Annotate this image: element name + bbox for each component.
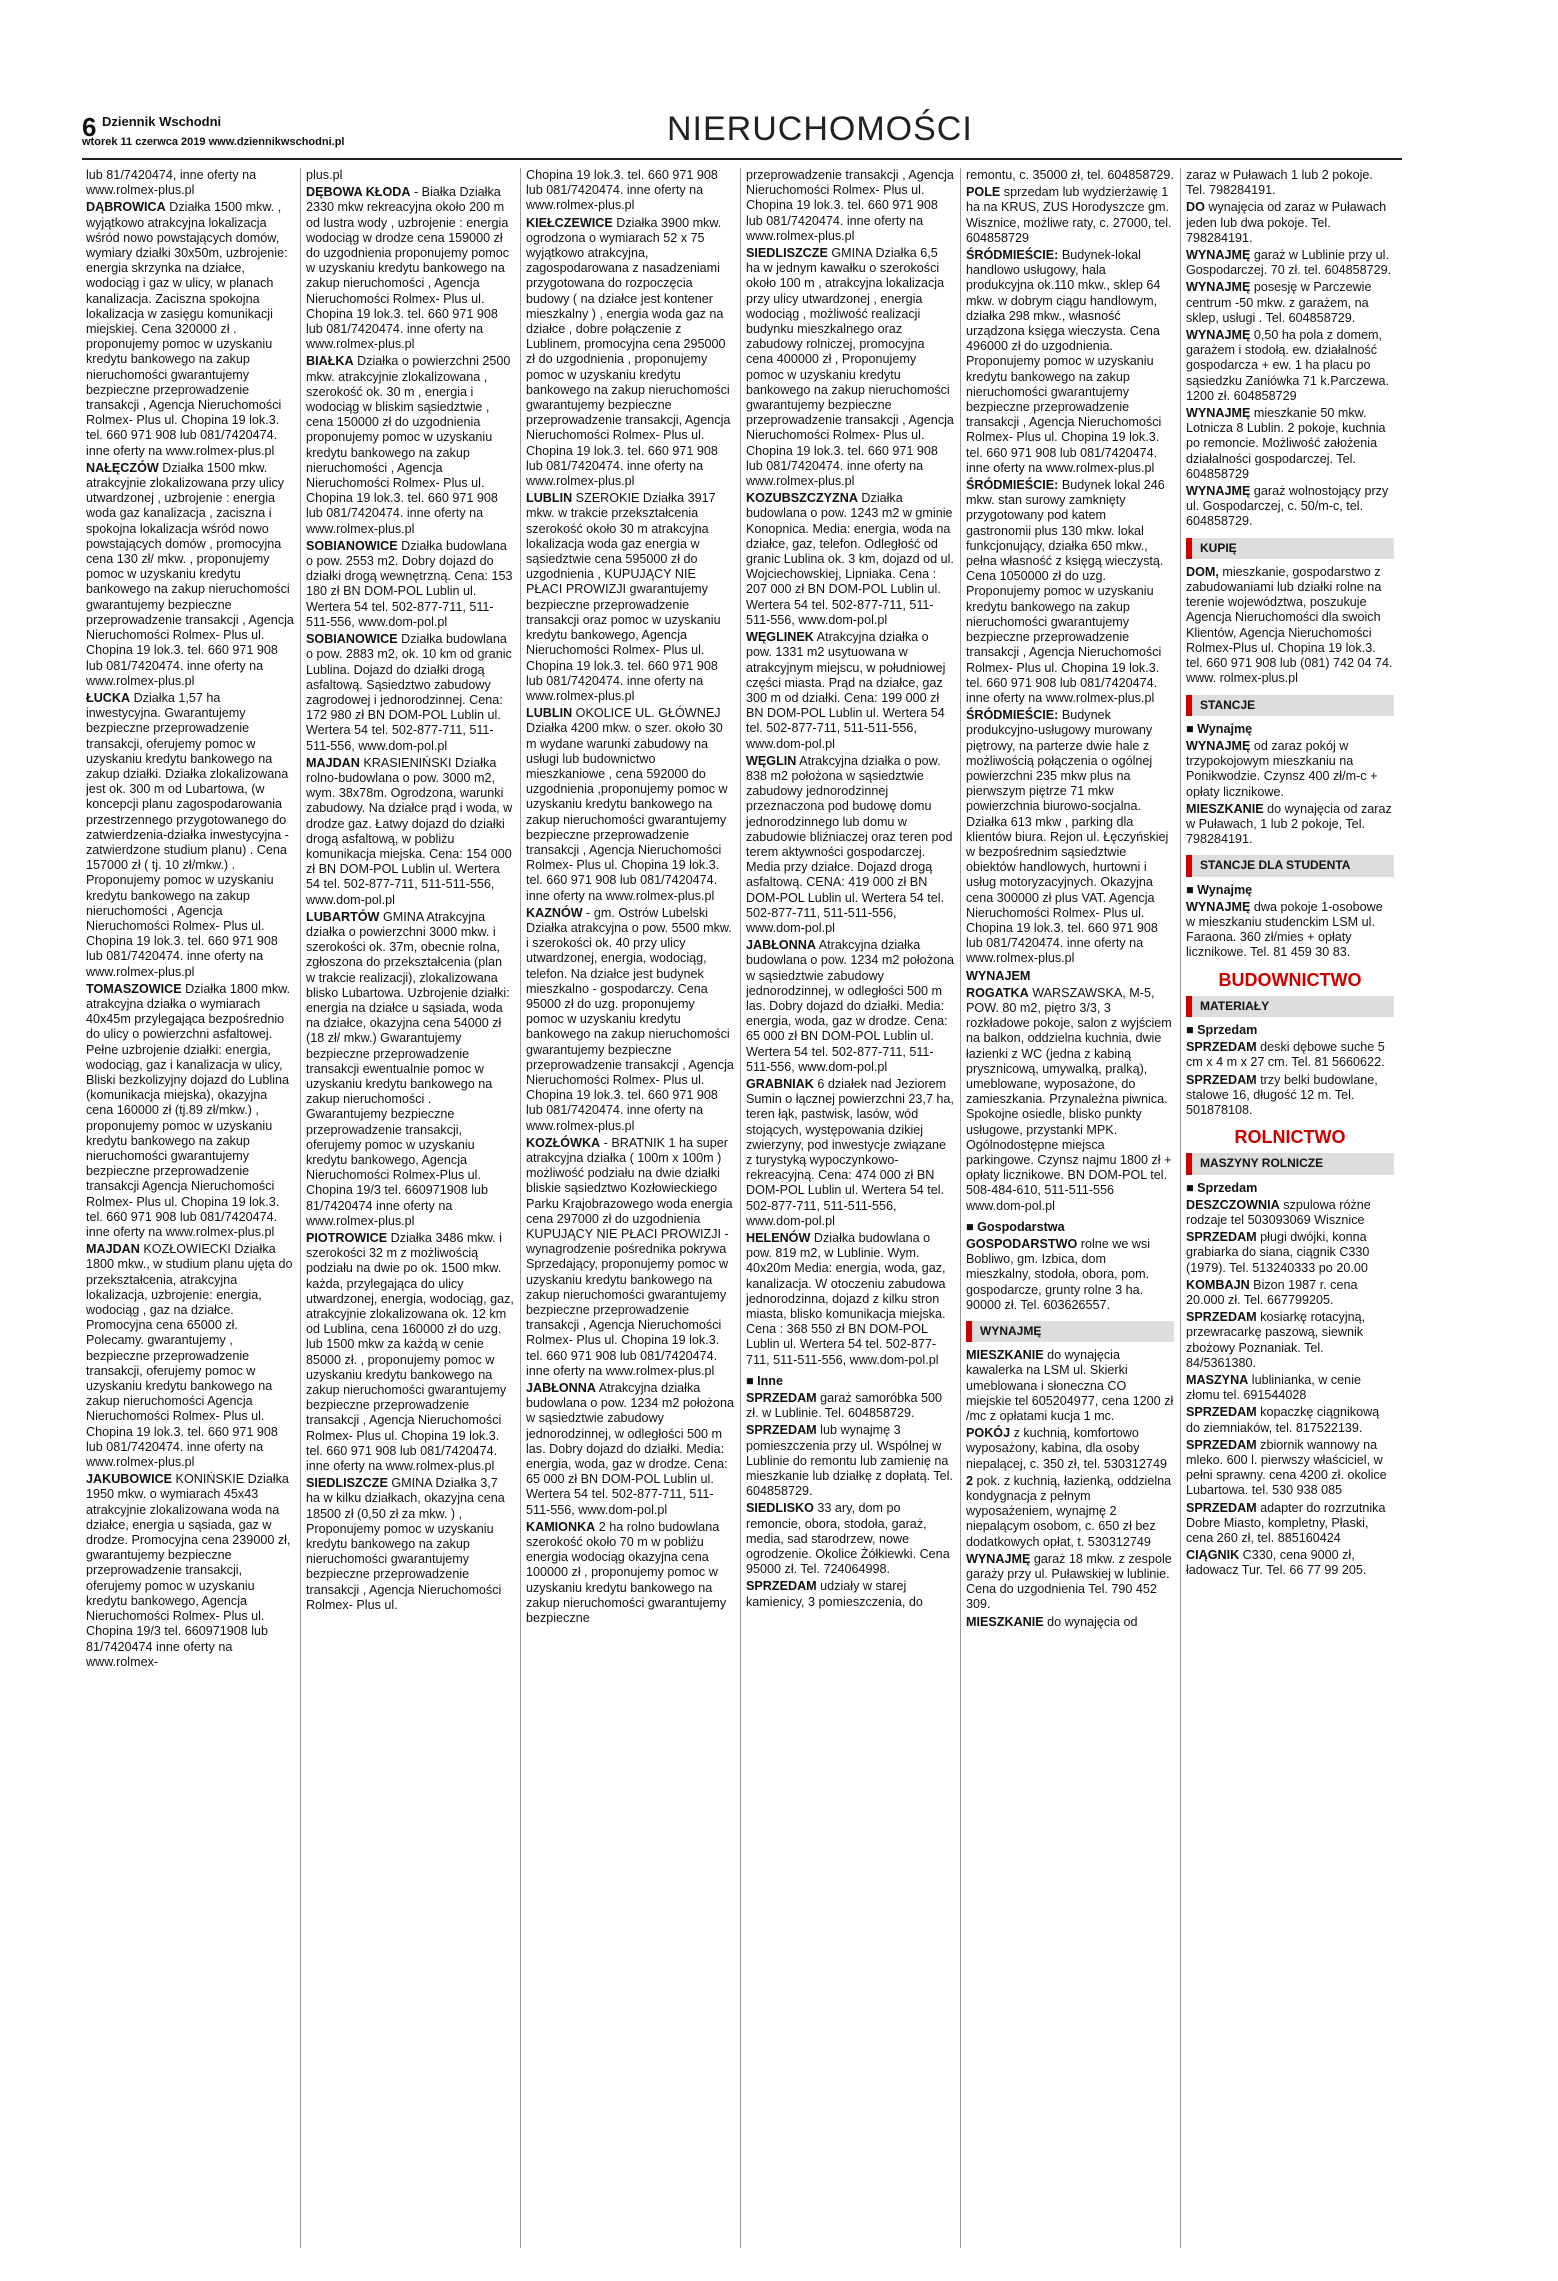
ad-keyword: KOZŁÓWKA [526, 1135, 601, 1150]
classified-ad: przeprowadzenie transakcji , Agencja Nieruchomości Rolmex- Plus ul. Chopina 19 lok.3. tel. 660 971 908 lub 081/7420474. inne oferty na www.rolmex-plus.pl [746, 168, 954, 243]
page-number: 6 [82, 112, 97, 142]
ad-keyword: HELENÓW [746, 1231, 811, 1246]
ad-keyword: SIEDLISKO [746, 1501, 814, 1516]
column-rule [1180, 168, 1181, 2248]
classified-ad: WYNAJMĘ garaż w Lublinie przy ul. Gospodarczej. 70 zł. tel. 604858729. [1186, 248, 1392, 278]
classified-ad: ŚRÓDMIEŚCIE: Budynek produkcyjno-usługowy murowany piętrowy, na parterze dwie hale z możliwością połączenia o ogólnej powierzchni 235 mkw plus na pierwszym piętrze 71 mkw powierzchnia biurowo-socjalna. Działka 613 mkw , parking dla klientów biura. Rejon ul. Łęczyńskiej w bezpośrednim sąsiedztwie obiektów handlowych, hurtowni i usług motoryzacyjnych. Okazyjna cena 300000 zł plus VAT. Agencja Nieruchomości Rolmex- Plus ul. Chopina 19 lok.3. tel. 660 971 908 lub 081/7420474. inne oferty na www.rolmex-plus.pl [966, 708, 1169, 966]
classified-ad: BIAŁKA Działka o powierzchni 2500 mkw. atrakcyjnie zlokalizowana , szerokość ok. 30 m , energia i wodociąg w bliskim sąsiedztwie , cena 150000 zł do uzgodnienia proponujemy pomoc w uzyskaniu kredytu bankowego na zakup nieruchomości , Agencja Nieruchomości Rolmex- Plus ul. Chopina 19 lok.3. tel. 660 971 908 lub 081/7420474. inne oferty na www.rolmex-plus.pl [306, 354, 511, 536]
classified-ad: SPRZEDAM deski dębowe suche 5 cm x 4 m x 27 cm. Tel. 81 5660622. [1186, 1040, 1385, 1070]
ad-keyword: DO [1186, 200, 1205, 215]
ad-keyword: SPRZEDAM [1186, 1500, 1257, 1515]
classified-ad: Chopina 19 lok.3. tel. 660 971 908 lub 081/7420474. inne oferty na www.rolmex-plus.pl [526, 168, 718, 213]
ad-keyword: 2 [966, 1473, 974, 1488]
column-4 [746, 168, 954, 2248]
ad-keyword: SPRZEDAM [1186, 1040, 1257, 1055]
classified-ad: KOZUBSZCZYZNA Działka budowlana o pow. 1243 m2 w gminie Konopnica. Media: energia, woda na działce, gaz, telefon. Odległość od granic Lublina ok. 3 km, dojazd od ul. Wojciechowskiej, Lipniaka. Cena : 207 000 zł BN DOM-POL Lublin ul. Wertera 54 tel. 502-877-711, 511-511-556, www.dom-pol.pl [746, 491, 954, 627]
ad-keyword: SPRZEDAM [1186, 1310, 1257, 1325]
ad-keyword: ŁUCKA [86, 690, 131, 705]
classified-ad: SPRZEDAM kosiarkę rotacyjną, przewracarkę paszową, siewnik zbożowy Poznaniak. Tel. 84/5361380. [1186, 1310, 1366, 1370]
ad-keyword: LUBLIN [526, 706, 573, 721]
ad-keyword: MIESZKANIE [966, 1348, 1044, 1363]
ad-keyword: GRABNIAK [746, 1076, 814, 1091]
classified-ad: LUBLIN OKOLICE UL. GŁÓWNEJ Działka 4200 mkw. o szer. około 30 m wydane warunki zabudowy na usługi lub budownictwo mieszkaniowe , cena 592000 do uzgodnienia ,proponujemy pomoc w uzyskaniu kredytu bankowego na zakup nieruchomości gwarantujemy bezpieczne przeprowadzenie transakcji , Agencja Nieruchomości Rolmex- Plus ul. Chopina 19 lok.3. tel. 660 971 908 lub 081/7420474. inne oferty na www.rolmex-plus.pl [526, 706, 728, 903]
classified-ad: MIESZKANIE do wynajęcia kawalerka na LSM ul. Skierki umeblowana i słoneczna CO miejskie tel 605204977, cena 1200 zł /mc z opłatami kucja 1 mc. [966, 1348, 1174, 1424]
ad-keyword: SPRZEDAM [1186, 1405, 1257, 1420]
category-header: STANCJE DLA STUDENTA [1186, 855, 1394, 876]
classified-ad: SIEDLISZCZE GMINA Działka 3,7 ha w kilku działkach, okazyjna cena 18500 zł (0,50 zł za mkw. ) , Proponujemy pomoc w uzyskaniu kredytu bankowego na zakup nieruchomości gwarantujemy bezpieczne przeprowadzenie transakcji , Agencja Nieruchomości Rolmex- Plus ul. [306, 1476, 505, 1612]
classified-ad: KAZNÓW - gm. Ostrów Lubelski Działka atrakcyjna o pow. 5500 mkw. i szerokości ok. 40 przy ulicy utwardzonej, energia, wodociąg, telefon. Na działce jest budynek mieszkalno - gospodarczy. Cena 95000 zł do uzg. proponujemy pomoc w uzyskaniu kredytu bankowego na zakup nieruchomości gwarantujemy bezpieczne przeprowadzenie transakcji , Agencja Nieruchomości Rolmex- Plus ul. Chopina 19 lok.3. tel. 660 971 908 lub 081/7420474. inne oferty na www.rolmex-plus.pl [526, 905, 734, 1133]
ad-keyword: KAMIONKA [526, 1519, 596, 1534]
ad-keyword: SPRZEDAM [1186, 1437, 1257, 1452]
ad-keyword: SIEDLISZCZE [306, 1476, 388, 1491]
classified-ad: WĘGLIN Atrakcyjna działka o pow. 838 m2 położona w sąsiedztwie zabudowy jednorodzinnej przeznaczona pod budowę domu jednorodzinnego lub domu w zabudowie bliźniaczej oraz teren pod terem aktywności gospodarczej. Media przy działce. Dojazd drogą asfaltową. CENA: 419 000 zł BN DOM-POL Lublin ul. Wertera 54 tel. 502-877-711, 511-511-556, www.dom-pol.pl [746, 753, 953, 935]
classified-ad: POKÓJ z kuchnią, komfortowo wyposażony, kabina, dla osoby niepalącej, c. 350 zł, tel. 530312749 [966, 1426, 1167, 1471]
classified-ad: SIEDLISKO 33 ary, dom po remoncie, obora, stodoła, garaż, media, sad starodrzew, nowe ogrodzenie. Okolice Żółkiewki. Cena 95000 zł. Tel. 724064998. [746, 1501, 950, 1577]
classified-ad: WYNAJMĘ mieszkanie 50 mkw. Lotnicza 8 Lublin. 2 pokoje, kuchnia po remoncie. Możliwość założenia działalności gospodarczej. Tel. 604858729 [1186, 406, 1386, 481]
ad-keyword: MAJDAN [306, 755, 360, 770]
classified-ad: DO wynajęcia od zaraz w Puławach jeden lub dwa pokoje. Tel. 798284191. [1186, 200, 1387, 245]
column-6 [1186, 168, 1394, 2248]
classified-ad: CIĄGNIK C330, cena 9000 zł, ładowacz Tur. Tel. 66 77 99 205. [1186, 1548, 1367, 1578]
subcategory-header: ■ Gospodarstwa [966, 1219, 1065, 1234]
classified-ad: WYNAJMĘ od zaraz pokój w trzypokojowym mieszkaniu na Ponikwodzie. Czynsz 400 zł/m-c + opłaty licznikowe. [1186, 738, 1378, 799]
classified-ad: WĘGLINEK Atrakcyjna działka o pow. 1331 m2 usytuowana w atrakcyjnym miejscu, w południowej części miasta. Prąd na działce, gaz 300 m od działki. Cena: 199 000 zł BN DOM-POL Lublin ul. Wertera 54 tel. 502-877-711, 511-511-556, www.dom-pol.pl [746, 630, 946, 751]
classified-ad: HELENÓW Działka budowlana o pow. 819 m2, w Lublinie. Wym. 40x20m Media: energia, woda, gaz, kanalizacja. W otoczeniu zabudowa jednorodzinna, dojazd z kilku stron miasta, blisko komunikacja miejska. Cena : 368 550 zł BN DOM-POL Lublin ul. Wertera 54 tel. 502-877-711, 511-511-556, www.dom-pol.pl [746, 1231, 946, 1367]
classified-ad: LUBARTÓW GMINA Atrakcyjna działka o powierzchni 3000 mkw. i szerokości ok. 37m, obecnie rolna, zgłoszona do przekształcenia (plan w trakcie realizacji), zlokalizowana blisko Lubartowa. Uzbrojenie działki: energia na działce u sąsiada, woda na działce, okazyjna cena 54000 zł (18 zł/ mkw.) Gwarantujemy bezpieczne przeprowadzenie transakcji ewentualnie pomoc w uzyskaniu kredytu bankowego na zakup nieruchomości . Gwarantujemy bezpieczne przeprowadzenie transakcji, oferujemy pomoc w uzyskaniu kredytu bankowego, Agencja Nieruchomości Rolmex-Plus ul. Chopina 19/3 tel. 660971908 lub 81/7420474 inne oferty na www.rolmex-plus.pl [306, 909, 510, 1228]
classified-ad: MAJDAN KRASIENIŃSKI Działka rolno-budowlana o pow. 3000 m2, wym. 38x78m. Ogrodzona, warunki zabudowy. Na działce prąd i woda, w drodze gaz. Łatwy dojazd do działki drogą asfaltową, w pobliżu komunikacja miejska. Cena: 154 000 zł BN DOM-POL Lublin ul. Wertera 54 tel. 502-877-711, 511-511-556, www.dom-pol.pl [306, 755, 513, 907]
ad-keyword: KOZUBSZCZYZNA [746, 491, 858, 506]
ad-keyword: DESZCZOWNIA [1186, 1197, 1280, 1212]
classified-ad: 2 pok. z kuchnią, łazienką, oddzielna kondygnacja z pełnym wyposażeniem, wynajmę 2 niepalącym osobom, c. 650 zł bez dodatkowych opłat, t. 530312749 [966, 1473, 1172, 1549]
ad-keyword: JABŁONNA [746, 938, 816, 953]
subcategory-header: ■ Inne [746, 1373, 783, 1388]
classified-ad: MIESZKANIE do wynajęcia od zaraz w Puławach, 1 lub 2 pokoje, Tel. 798284191. [1186, 801, 1392, 847]
classified-ad: POLE sprzedam lub wydzierżawię 1 ha na KRUS, ZUS Horodyszcze gm. Wisznice, możliwe raty, c. 27000, tel. 604858729 [966, 185, 1172, 245]
ad-keyword: LUBARTÓW [306, 909, 380, 924]
brand: Dziennik Wschodni [102, 114, 222, 129]
category-header: STANCJE [1186, 695, 1394, 716]
classified-ad: WYNAJMĘ garaż wolnostojący przy ul. Gospodarczej, c. 50/m-c, tel. 604858729. [1186, 484, 1389, 529]
ad-keyword: WYNAJMĘ [1186, 484, 1251, 499]
classified-ad: PIOTROWICE Działka 3486 mkw. i szerokości 32 m z możliwością podziału na dwie po ok. 1500 mkw. każda, przylegająca do ulicy utwardzonej, energia, wodociąg, gaz, atrakcyjnie zlokalizowana ok. 12 km od Lublina, cena 160000 zł do uzg. lub 1500 mkw za każdą w cenie 85000 zł. , proponujemy pomoc w uzyskaniu kredytu bankowego na zakup nieruchomości gwarantujemy bezpieczne przeprowadzenie transakcji , Agencja Nieruchomości Rolmex- Plus ul. Chopina 19 lok.3. tel. 660 971 908 lub 081/7420474. inne oferty na www.rolmex-plus.pl [306, 1231, 514, 1474]
masthead [82, 110, 1402, 156]
ad-keyword: ROGATKA [966, 985, 1029, 1000]
classified-ad: DĄBROWICA Działka 1500 mkw. , wyjątkowo atrakcyjna lokalizacja wśród nowo powstających domów, wymiary działki 30x50m, uzbrojenie: energia skrzynka na działce, wodociąg i gaz w ulicy, w planach kanalizacja. Zaciszna spokojna lokalizacja w zasięgu komunikacji miejskiej. Cena 320000 zł . proponujemy pomoc w uzyskaniu kredytu bankowego na zakup nieruchomości gwarantujemy bezpieczne przeprowadzenie transakcji , Agencja Nieruchomości Rolmex- Plus ul. Chopina 19 lok.3. tel. 660 971 908 lub 081/7420474. inne oferty na www.rolmex-plus.pl [86, 200, 288, 458]
classified-ad: JAKUBOWICE KONIŃSKIE Działka 1950 mkw. o wymiarach 45x43 atrakcyjnie zlokalizowana woda na działce, energia u sąsiada, gaz w drodze. Promocyjna cena 239000 zł, gwarantujemy bezpieczne przeprowadzenie transakcji, oferujemy pomoc w uzyskaniu kredytu bankowego, Agencja Nieruchomości Rolmex- Plus ul. Chopina 19/3 tel. 660971908 lub 81/7420474 inne oferty na www.rolmex- [86, 1472, 291, 1669]
section-header: BUDOWNICTWO [1218, 969, 1362, 990]
ad-keyword: SPRZEDAM [746, 1423, 817, 1438]
column-rule [960, 168, 961, 2248]
ad-keyword: GOSPODARSTWO [966, 1237, 1078, 1252]
column-1 [86, 168, 294, 2248]
header-rule [82, 158, 1402, 160]
classified-ad: TOMASZOWICE Działka 1800 mkw. atrakcyjna działka o wymiarach 40x45m przylegająca bezpośrednio do ulicy o powierzchni asfaltowej. Pełne uzbrojenie działki: energia, wodociąg, gaz i kanalizacja w ulicy, Bliski bezkolizyjny dojazd do Lublina (komunikacja miejska), okazyjna cena 160000 zł (tj.89 zł/mkw.) , proponujemy pomoc w uzyskaniu kredytu bankowego na zakup nieruchomości gwarantujemy bezpieczne przeprowadzenie transakcji Agencja Nieruchomości Rolmex- Plus ul. Chopina 19 lok.3. tel. 660 971 908 lub 081/7420474. inne oferty na www.rolmex-plus.pl [86, 981, 291, 1240]
ad-keyword: TOMASZOWICE [86, 981, 182, 996]
ad-keyword: POLE [966, 185, 1001, 200]
classified-ad: LUBLIN SZEROKIE Działka 3917 mkw. w trakcie przekształcenia szerokość około 30 m atrakcyjna lokalizacja woda gaz energia w sąsiedztwie cena 595000 zł do uzgodnienia , KUPUJĄCY NIE PŁACI PROWIZJI gwarantujemy bezpieczne przeprowadzenie transakcji oraz pomoc w uzyskaniu kredytu bankowego, Agencja Nieruchomości Rolmex- Plus ul. Chopina 19 lok.3. tel. 660 971 908 lub 081/7420474. inne oferty na www.rolmex-plus.pl [526, 491, 721, 703]
ad-keyword: SPRZEDAM [1186, 1072, 1257, 1087]
classified-ad: SPRZEDAM zbiornik wannowy na mleko. 600 l. pierwszy właściciel, w pełni sprawny. cena 4200 zł. okolice Lubartowa. tel. 530 938 085 [1186, 1437, 1387, 1498]
ad-keyword: CIĄGNIK [1186, 1548, 1240, 1563]
ad-keyword: JABŁONNA [526, 1381, 596, 1396]
category-header: MASZYNY ROLNICZE [1186, 1153, 1394, 1174]
ad-keyword: SPRZEDAM [746, 1579, 817, 1594]
classified-ad: MAJDAN KOZŁOWIECKI Działka 1800 mkw., w studium planu ujęta do przekształcenia, atrakcyjna lokalizacja, uzbrojenie: energia, wodociąg , gaz na działce. Promocyjna cena 65000 zł. Polecamy. gwarantujemy , bezpieczne przeprowadzenie transakcji, oferujemy pomoc w uzyskaniu kredytu bankowego na zakup nieruchomości Agencja Nieruchomości Rolmex- Plus ul. Chopina 19 lok.3. tel. 660 971 908 lub 081/7420474. inne oferty na www.rolmex-plus.pl [86, 1242, 293, 1470]
classified-ad: lub 81/7420474, inne oferty na www.rolmex-plus.pl [86, 168, 257, 198]
ad-keyword: LUBLIN [526, 491, 573, 506]
classified-ad: SPRZEDAM udziały w starej kamienicy, 3 pomieszczenia, do [746, 1579, 923, 1609]
classified-ad: JABŁONNA Atrakcyjna działka budowlana o pow. 1234 m2 położona w sąsiedztwie zabudowy jednorodzinnej, w odległości 500 m las. Dobry dojazd do działki. Media: energia, woda, gaz w drodze. Cena: 65 000 zł BN DOM-POL Lublin ul. Wertera 54 tel. 502-877-711, 511-511-556, www.dom-pol.pl [526, 1381, 734, 1517]
classified-ad: GOSPODARSTWO rolne we wsi Bobliwo, gm. Izbica, dom mieszkalny, stodoła, obora, pom. gospodarcze, grunty rolne 3 ha. 90000 zł. Tel. 603626557. [966, 1237, 1151, 1312]
classified-ad: SOBIANOWICE Działka budowlana o pow. 2883 m2, ok. 10 km od granic Lublina. Dojazd do działki drogą asfaltową. Sąsiedztwo zabudowy zagrodowej i jednorodzinnej. Cena: 172 980 zł BN DOM-POL Lublin ul. Wertera 54 tel. 502-877-711, 511-511-556, www.dom-pol.pl [306, 632, 512, 753]
ad-keyword: SOBIANOWICE [306, 632, 398, 647]
ad-keyword: WYNAJMĘ [1186, 248, 1251, 263]
ad-keyword: WĘGLINEK [746, 630, 814, 645]
classified-ad: SOBIANOWICE Działka budowlana o pow. 2553 m2. Dobry dojazd do działki drogą wewnętrzną. Cena: 153 180 zł BN DOM-POL Lublin ul. Wertera 54 tel. 502-877-711, 511-511-556, www.dom-pol.pl [306, 538, 513, 629]
ad-keyword: WYNAJMĘ [1186, 899, 1251, 914]
category-header: KUPIĘ [1186, 538, 1394, 559]
column-rule [520, 168, 521, 2248]
ad-keyword: SPRZEDAM [746, 1391, 817, 1406]
ad-keyword: KAZNÓW [526, 905, 583, 920]
classified-ad: SPRZEDAM trzy belki budowlane, stalowe 16, długość 12 m. Tel. 501878108. [1186, 1072, 1378, 1117]
classified-ad: SIEDLISZCZE GMINA Działka 6,5 ha w jednym kawałku o szerokości około 100 m , atrakcyjna lokalizacja przy ulicy utwardzonej , energia wodociąg , możliwość realizacji budynku mieszkalnego oraz zabudowy rolniczej, promocyjna cena 400000 zł , Proponujemy pomoc w uzyskaniu kredytu bankowego na zakup nieruchomości gwarantujemy bezpieczne przeprowadzenie transakcji , Agencja Nieruchomości Rolmex- Plus ul. Chopina 19 lok.3. tel. 660 971 908 lub 081/7420474. inne oferty na www.rolmex-plus.pl [746, 246, 954, 489]
classified-ad: ŚRÓDMIEŚCIE: Budynek-lokal handlowo usługowy, hala produkcyjna ok.110 mkw., sklep 64 mkw. w dobrym ciągu handlowym, działka 298 mkw., własność urządzona księga wieczysta. Cena 496000 zł do uzgodnienia. Proponujemy pomoc w uzyskaniu kredytu bankowego na zakup nieruchomości gwarantujemy bezpieczne przeprowadzenie transakcji , Agencja Nieruchomości Rolmex- Plus ul. Chopina 19 lok.3. tel. 660 971 908 lub 081/7420474. inne oferty na www.rolmex-plus.pl [966, 248, 1162, 475]
classified-ad: WYNAJMĘ dwa pokoje 1-osobowe w mieszkaniu studenckim LSM ul. Faraona. 360 zł/mies + opłaty licznikowe. Tel. 81 459 30 83. [1186, 899, 1383, 960]
subcategory-header: ■ Wynajmę [1186, 721, 1253, 736]
classified-ad: zaraz w Puławach 1 lub 2 pokoje. Tel. 798284191. [1186, 168, 1373, 198]
classified-ad: DĘBOWA KŁODA - Białka Działka 2330 mkw rekreacyjna około 200 m od lustra wody , uzbrojenie : energia wodociąg w drodze cena 159000 zł do uzgodnienia proponujemy pomoc w uzyskaniu kredytu bankowego na zakup nieruchomości , Agencja Nieruchomości Rolmex- Plus ul. Chopina 19 lok.3. tel. 660 971 908 lub 081/7420474. inne oferty na www.rolmex-plus.pl [306, 185, 510, 352]
classified-ad: KOMBAJN Bizon 1987 r. cena 20.000 zł. Tel. 667799205. [1186, 1277, 1358, 1307]
section-header: ROLNICTWO [1234, 1127, 1346, 1148]
subcategory-header: ■ Sprzedam [1186, 1022, 1258, 1037]
ad-keyword: KIEŁCZEWICE [526, 215, 613, 230]
ad-keyword: ŚRÓDMIEŚCIE: [966, 478, 1059, 493]
classified-ad: KAMIONKA 2 ha rolno budowlana szerokość około 70 m w pobliżu energia wodociąg okazyjna cena 100000 zł , proponujemy pomoc w uzyskaniu kredytu bankowego na zakup nieruchomości gwarantujemy bezpieczne [526, 1519, 727, 1626]
ad-keyword: MIESZKANIE [966, 1614, 1044, 1629]
ad-keyword: MIESZKANIE [1186, 801, 1264, 816]
dateline: wtorek 11 czerwca 2019 www.dziennikwschodni.pl [82, 136, 345, 148]
category-header: MATERIAŁY [1186, 996, 1394, 1017]
classified-ad: SPRZEDAM pługi dwójki, konna grabiarka do siana, ciągnik C330 (1979). Tel. 513240333 po 20.00 [1186, 1230, 1370, 1275]
ad-keyword: ŚRÓDMIEŚCIE: [966, 708, 1059, 723]
classified-ad: plus.pl [306, 168, 343, 182]
classified-ad: GRABNIAK 6 działek nad Jeziorem Sumin o łącznej powierzchni 23,7 ha, teren łąk, pastwisk, lasów, wód stojących, występowania dzikiej zwierzyny, pod inwestycje związane z turystyką wypoczynkowo-rekreacyjną. Cena: 474 000 zł BN DOM-POL Lublin ul. Wertera 54 tel. 502-877-711, 511-511-556, www.dom-pol.pl [746, 1076, 954, 1228]
ad-keyword: SIEDLISZCZE [746, 246, 828, 261]
classified-ad: KIEŁCZEWICE Działka 3900 mkw. ogrodzona o wymiarach 52 x 75 wyjątkowo atrakcyjna, zagospodarowana z nasadzeniami przygotowana do rozpoczęcia budowy ( na działce jest kontener mieszkalny ) , energia woda gaz na działce , dobre połączenie z Lublinem, promocyjna cena 295000 zł do uzgodnienia , proponujemy pomoc w uzyskaniu kredytu bankowego na zakup nieruchomości gwarantujemy bezpieczne przeprowadzenie transakcji, Agencja Nieruchomości Rolmex- Plus ul. Chopina 19 lok.3. tel. 660 971 908 lub 081/7420474. inne oferty na www.rolmex-plus.pl [526, 215, 731, 489]
section-title: NIERUCHOMOŚCI [667, 110, 973, 148]
ad-keyword: JAKUBOWICE [86, 1472, 173, 1487]
ad-keyword: ŚRÓDMIEŚCIE: [966, 248, 1059, 263]
ad-keyword: MASZYNA [1186, 1373, 1249, 1388]
column-2 [306, 168, 514, 2248]
classified-ad: remontu, c. 35000 zł, tel. 604858729. [966, 168, 1174, 182]
ad-keyword: DĄBROWICA [86, 200, 166, 215]
classified-ad: MASZYNA lublinianka, w cenie złomu tel. 691544028 [1186, 1373, 1361, 1403]
column-rule [740, 168, 741, 2248]
classified-ad: ROGATKA WARSZAWSKA, M-5, POW. 80 m2, piętro 3/3, 3 rozkładowe pokoje, salon z wyjściem na balkon, oddzielna kuchnia, dwie łazienki z WC (jedna z kabiną prysznicową, umywalką, pralką), umeblowane, wyposażone, do zamieszkania. Przynależna piwnica. Spokojne osiedle, blisko punkty usługowe, przystanki MPK. Ogólnodostępne miejsca parkingowe. Czynsz najmu 1800 zł + opłaty licznikowe. BN DOM-POL tel. 508-484-610, 511-511-556 www.dom-pol.pl [966, 985, 1172, 1213]
classified-ad: ŚRÓDMIEŚCIE: Budynek lokal 246 mkw. stan surowy zamknięty przygotowany pod katem gastronomii plus 130 mkw. lokal funkcjonujący, działka 650 mkw., pełna własność z księgą wieczystą. Cena 1050000 zł do uzg. Proponujemy pomoc w uzyskaniu kredytu bankowego na zakup nieruchomości gwarantujemy bezpieczne przeprowadzenie transakcji , Agencja Nieruchomości Rolmex- Plus ul. Chopina 19 lok.3. tel. 660 971 908 lub 081/7420474. inne oferty na www.rolmex-plus.pl [966, 478, 1165, 705]
classified-ad: SPRZEDAM kopaczkę ciągnikową do ziemniaków, tel. 817522139. [1186, 1405, 1380, 1435]
ad-keyword: NAŁĘCZÓW [86, 460, 159, 475]
ad-keyword: KOMBAJN [1186, 1277, 1250, 1292]
classified-ad: SPRZEDAM adapter do rozrzutnika Dobre Miasto, kompletny, Płaski, cena 260 zł, tel. 885160424 [1186, 1500, 1386, 1546]
classified-ad: SPRZEDAM lub wynajmę 3 pomieszczenia przy ul. Wspólnej w Lublinie do remontu lub zamienię na mieszkanie lub działkę z dopłatą. Tel. 604858729. [746, 1423, 953, 1499]
ad-keyword: POKÓJ [966, 1426, 1011, 1441]
subcategory-header: ■ Sprzedam [1186, 1180, 1258, 1195]
column-5 [966, 168, 1174, 2248]
classified-ad: DESZCZOWNIA szpulowa różne rodzaje tel 503093069 Wisznice [1186, 1197, 1371, 1227]
ad-keyword: PIOTROWICE [306, 1231, 388, 1246]
subcategory-header: ■ Wynajmę [1186, 882, 1253, 897]
column-rule [300, 168, 301, 2248]
ad-keyword: DĘBOWA KŁODA [306, 185, 411, 200]
ad-keyword: MAJDAN [86, 1242, 140, 1257]
ad-keyword: BIAŁKA [306, 354, 354, 369]
category-header: WYNAJMĘ [966, 1321, 1174, 1342]
ad-keyword: WĘGLIN [746, 753, 797, 768]
ad-keyword: WYNAJMĘ [1186, 328, 1251, 343]
ad-keyword: DOM, [1186, 564, 1219, 579]
ad-keyword: WYNAJMĘ [1186, 280, 1251, 295]
ad-keyword: WYNAJMĘ [1186, 738, 1251, 753]
ad-keyword: SOBIANOWICE [306, 538, 398, 553]
classified-ad: WYNAJMĘ posesję w Parczewie centrum -50 mkw. z garażem, na sklep, usługi . Tel. 604858729. [1186, 280, 1372, 325]
classified-ad: SPRZEDAM garaż samoróbka 500 zł. w Lublinie. Tel. 604858729. [746, 1391, 942, 1421]
ad-keyword: SPRZEDAM [1186, 1230, 1257, 1245]
classified-ad: NAŁĘCZÓW Działka 1500 mkw. atrakcyjnie zlokalizowana przy ulicy utwardzonej , uzbrojenie : energia woda gaz kanalizacja , zaciszna i spokojna lokalizacja wśród nowo powstających domów , promocyjna cena 130 zł/ mkw. , proponujemy pomoc w uzyskaniu kredytu bankowego na zakup nieruchomości gwarantujemy bezpieczne przeprowadzenie transakcji , Agencja Nieruchomości Rolmex- Plus ul. Chopina 19 lok.3. tel. 660 971 908 lub 081/7420474. inne oferty na www.rolmex-plus.pl [86, 460, 294, 688]
classified-ad: DOM, mieszkanie, gospodarstwo z zabudowaniami lub działki rolne na terenie województwa, poszukuje Agencja Nieruchomości dla swoich Klientów, Agencja Nieruchomości Rolmex-Plus ul. Chopina 19 lok.3. tel. 660 971 908 lub (081) 742 04 74. www. rolmex-plus.pl [1186, 564, 1393, 686]
column-3 [526, 168, 734, 2248]
ad-keyword: WYNAJMĘ [966, 1551, 1031, 1566]
classified-ad [966, 969, 1174, 984]
classified-ad: WYNAJMĘ 0,50 ha pola z domem, garażem i stodołą. ew. działalność gospodarcza + ew. 1 ha placu po sąsiedzku Zaniówka 71 k.Parczewa. 1200 zł. 604858729 [1186, 328, 1389, 403]
ad-keyword: WYNAJMĘ [1186, 406, 1251, 421]
ad-keyword: WYNAJEM [966, 968, 1031, 983]
classified-ad: JABŁONNA Atrakcyjna działka budowlana o pow. 1234 m2 położona w sąsiedztwie zabudowy jednorodzinnej, w odległości 500 m las. Dobry dojazd do działki. Media: energia, woda, gaz w drodze. Cena: 65 000 zł BN DOM-POL Lublin ul. Wertera 54 tel. 502-877-711, 511-511-556, www.dom-pol.pl [746, 938, 954, 1074]
classified-ad: WYNAJMĘ garaż 18 mkw. z zespole garaży przy ul. Puławskiej w lublinie. Cena do uzgodnienia Tel. 790 452 309. [966, 1551, 1172, 1612]
classified-ad: ŁUCKA Działka 1,57 ha inwestycyjna. Gwarantujemy bezpieczne przeprowadzenie transakcji, oferujemy pomoc w uzyskaniu kredytu bankowego na zakup działki. Działka zlokalizowana jest ok. 300 m od Lubartowa, (w koncepcji planu zagospodarowania przestrzennego przygotowanego do zatwierdzenia-działka inwestycyjna - zatwierdzone studium planu) . Cena 157000 zł ( tj. 10 zł/mkw.) . Proponujemy pomoc w uzyskaniu kredytu bankowego na zakup nieruchomości , Agencja Nieruchomości Rolmex- Plus ul. Chopina 19 lok.3. tel. 660 971 908 lub 081/7420474. inne oferty na www.rolmex-plus.pl [86, 690, 289, 979]
classified-ad: KOZŁÓWKA - BRATNIK 1 ha super atrakcyjna działka ( 100m x 100m ) możliwość podziału na dwie działki bliskie sąsiedztwo Kozłowieckiego Parku Krajobrazowego woda energia cena 297000 zł do uzgodnienia KUPUJĄCY NIE PŁACI PROWIZJI -wynagrodzenie pośrednika pokrywa Sprzedający, proponujemy pomoc w uzyskaniu kredytu bankowego na zakup nieruchomości gwarantujemy bezpieczne przeprowadzenie transakcji , Agencja Nieruchomości Rolmex- Plus ul. Chopina 19 lok.3. tel. 660 971 908 lub 081/7420474. inne oferty na www.rolmex-plus.pl [526, 1135, 733, 1378]
classified-ad: MIESZKANIE do wynajęcia od [966, 1614, 1138, 1629]
